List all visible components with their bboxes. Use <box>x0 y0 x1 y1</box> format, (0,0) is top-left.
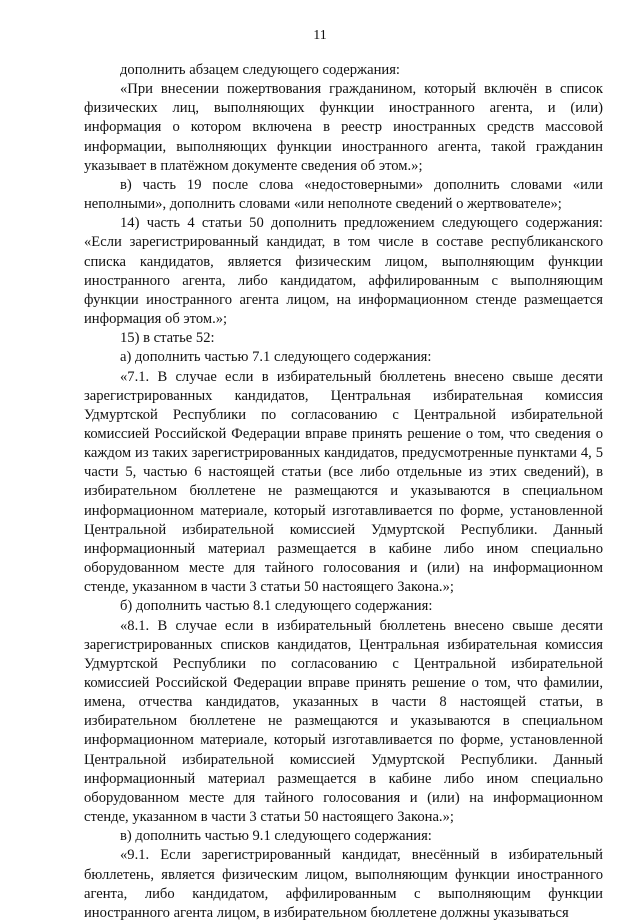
paragraph: «8.1. В случае если в избирательный бюллетень внесено свыше десяти зарегистрированных списков кандидатов, Центральная избирательная комиссия Удмуртской Республики по согласованию с Центральной избирательной комиссией Российской Федерации вправе принять решение о том, что фамилии, имена, отчества кандидатов, указанных в части 8 настоящей статьи, в избирательном бюллетене не размещаются и указываются в специальном информационном материале, который изготавливается по форме, установленной Центральной избирательной комиссией Удмуртской Республики. Данный информационный материал размещается в кабине либо ином специально оборудованном месте для тайного голосования и (или) на информационном стенде, указанном в части 3 статьи 50 настоящего Закона.»; <box>84 617 603 826</box>
paragraph: в) дополнить частью 9.1 следующего содержания: <box>120 828 432 845</box>
document-body <box>84 61 603 923</box>
paragraph: «7.1. В случае если в избирательный бюллетень внесено свыше десяти зарегистрированных кандидатов, Центральная избирательная комиссия Удмуртской Республики по согласованию с Центральной избирательной комиссией Российской Федерации вправе принять решение о том, что сведения о каждом из таких зарегистрированных кандидатов, предусмотренные пунктами 4, 5 части 5, частью 6 настоящей статьи (все либо отдельные из этих сведений), в избирательном бюллетене не размещаются и указываются в специальном информационном материале, который изготавливается по форме, установленной Центральной избирательной комиссией Удмуртской Республики. Данный информационный материал размещается в кабине либо ином специально оборудованном месте для тайного голосования и (или) на информационном стенде, указанном в части 3 статьи 50 настоящего Закона.»; <box>84 368 603 596</box>
paragraph: «9.1. Если зарегистрированный кандидат, внесённый в избирательный бюллетень, является физическим лицом, выполняющим функции иностранного агента, либо кандидатом, аффилированным с выполняющим функции иностранного агента лицом, в избирательном бюллетене должны указываться <box>84 847 603 921</box>
paragraph: в) часть 19 после слова «недостоверными» дополнить словами «или неполными», дополнить словами «или неполноте сведений о жертвователе»; <box>84 176 603 213</box>
paragraph: «При внесении пожертвования гражданином, который включён в список физических лиц, выполняющих функции иностранного агента, и (или) информация о котором включена в реестр иностранных средств массовой информации, выполняющих функции иностранного агента, такой гражданин указывает в платёжном документе сведения об этом.»; <box>84 81 603 174</box>
page-number: 11 <box>313 28 327 43</box>
paragraph: б) дополнить частью 8.1 следующего содержания: <box>120 598 433 615</box>
paragraph: дополнить абзацем следующего содержания: <box>120 62 400 78</box>
paragraph: 15) в статье 52: <box>120 330 215 347</box>
paragraph: 14) часть 4 статьи 50 дополнить предложением следующего содержания: «Если зарегистрированный кандидат, в том числе в составе республиканского списка кандидатов, является физическим лицом, выполняющим функции иностранного агента, либо кандидатом, аффилированным с выполняющим функции иностранного агента лицом, на информационном стенде размещается информация об этом.»; <box>84 215 603 328</box>
paragraph: а) дополнить частью 7.1 следующего содержания: <box>120 349 432 366</box>
